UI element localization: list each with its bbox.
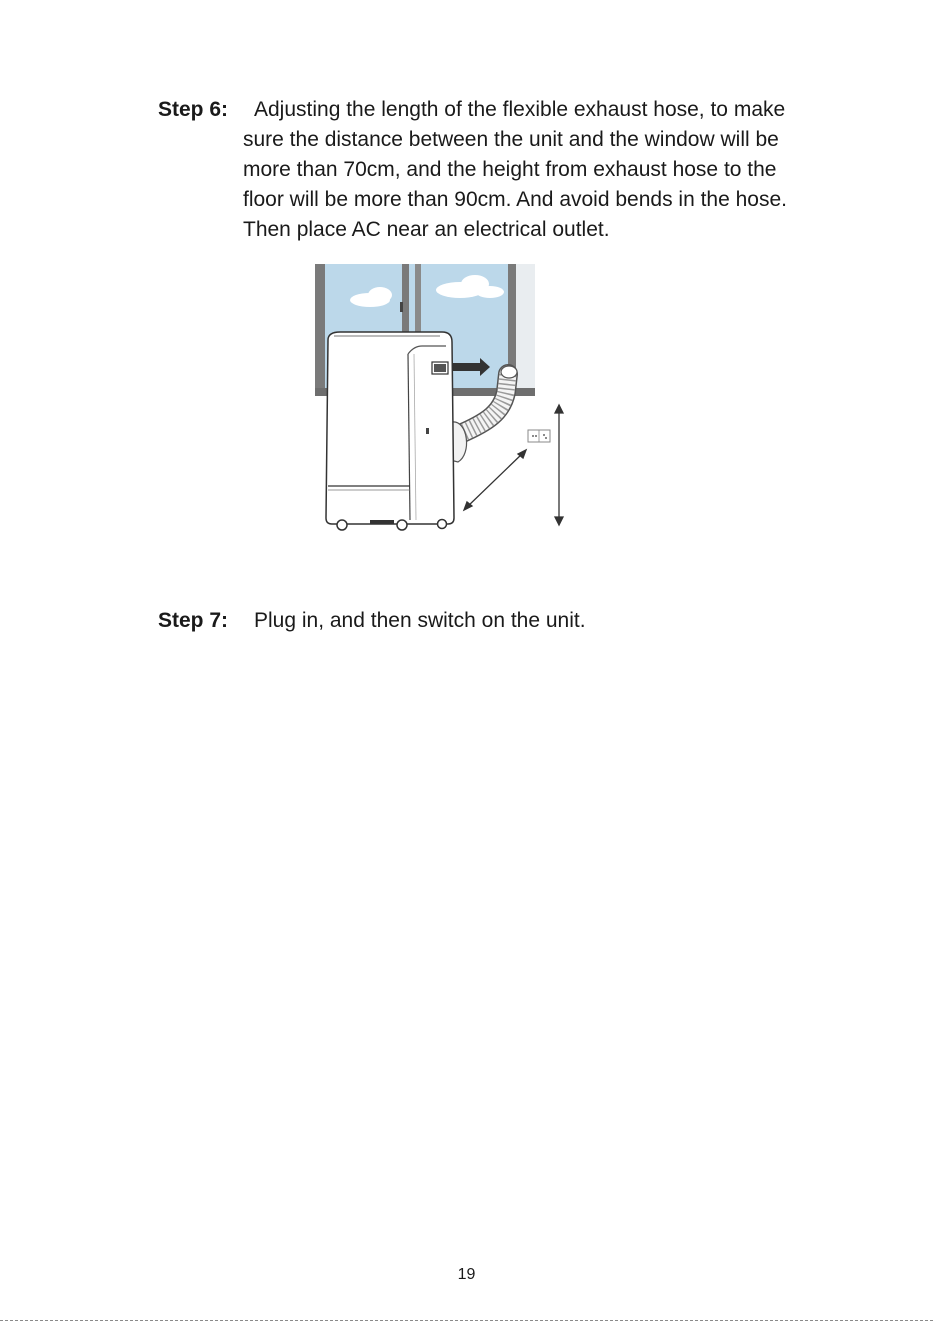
- step-6-line: sure the distance between the unit and the window will be: [243, 128, 779, 151]
- step-6-line: Then place AC near an electrical outlet.: [243, 218, 610, 241]
- footer-divider: [0, 1320, 933, 1321]
- window-frame-edge: [516, 264, 535, 396]
- window-frame-left: [315, 264, 325, 396]
- step-6-line: floor will be more than 90cm. And avoid bends in the hose.: [243, 188, 787, 211]
- step-6-label: Step 6:: [158, 98, 229, 121]
- step-7-label: Step 7:: [158, 609, 229, 632]
- window-handle: [400, 302, 403, 312]
- portable-air-conditioner-icon: [326, 332, 454, 530]
- step-7-text: [254, 606, 854, 636]
- step-6-line: Adjusting the length of the flexible exhaust hose, to make: [254, 98, 786, 121]
- wall-outlet-icon: [528, 430, 550, 442]
- height-arrow-icon: [555, 405, 563, 525]
- page-number: 19: [457, 1266, 476, 1283]
- installation-illustration: [310, 262, 580, 534]
- step-6-text: [243, 95, 843, 245]
- step-6-line: more than 70cm, and the height from exhaust hose to the: [243, 158, 777, 181]
- distance-arrow-icon: [464, 450, 526, 510]
- step-7-line: Plug in, and then switch on the unit.: [254, 609, 586, 632]
